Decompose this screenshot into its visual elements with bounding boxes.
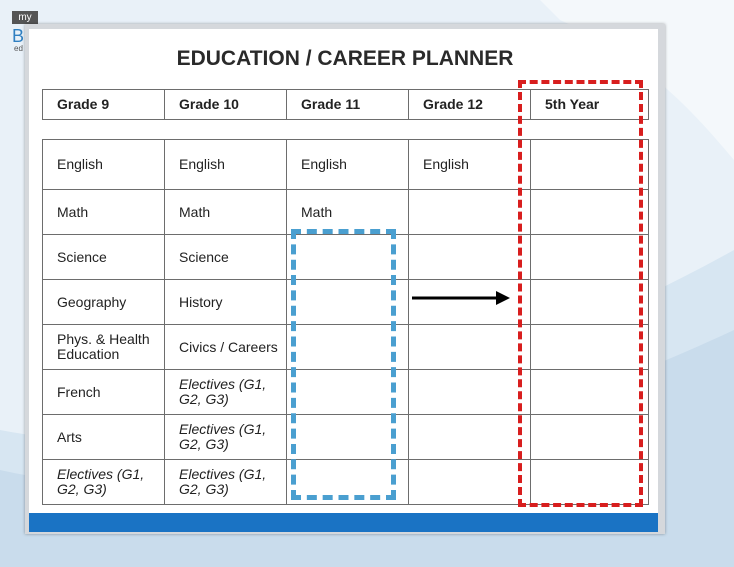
table-cell: Geography (43, 280, 165, 325)
arrow-right-icon (412, 290, 512, 306)
table-cell (409, 370, 531, 415)
table-cell: English (43, 140, 165, 190)
logo-subtext: ed (14, 44, 23, 53)
table-cell: Electives (G1, G2, G3) (165, 415, 287, 460)
logo-badge: my (12, 11, 38, 24)
table-cell: Arts (43, 415, 165, 460)
table-cell: English (409, 140, 531, 190)
table-cell: Science (165, 235, 287, 280)
header-grade-12: Grade 12 (409, 90, 531, 120)
table-cell: Math (165, 190, 287, 235)
table-cell: English (287, 140, 409, 190)
5th-year-highlight-box (518, 80, 643, 507)
table-cell: Electives (G1, G2, G3) (165, 370, 287, 415)
table-cell: Science (43, 235, 165, 280)
table-cell: English (165, 140, 287, 190)
table-cell: History (165, 280, 287, 325)
table-cell: French (43, 370, 165, 415)
page-title: EDUCATION / CAREER PLANNER (176, 47, 514, 70)
table-cell: Phys. & Health Education (43, 325, 165, 370)
table-cell (409, 235, 531, 280)
header-grade-10: Grade 10 (165, 90, 287, 120)
table-cell (409, 460, 531, 505)
grade-11-highlight-box (291, 229, 396, 500)
header-grade-11: Grade 11 (287, 90, 409, 120)
table-cell: Math (287, 190, 409, 235)
table-cell (409, 415, 531, 460)
header-5th-year: 5th Year (531, 90, 649, 120)
table-cell (409, 325, 531, 370)
header-grade-9: Grade 9 (43, 90, 165, 120)
table-cell (409, 190, 531, 235)
table-cell: Electives (G1, G2, G3) (165, 460, 287, 505)
logo-letter: B (12, 26, 25, 46)
table-cell: Math (43, 190, 165, 235)
panel-blue-band (29, 513, 658, 532)
table-cell: Electives (G1, G2, G3) (43, 460, 165, 505)
table-cell: Civics / Careers (165, 325, 287, 370)
